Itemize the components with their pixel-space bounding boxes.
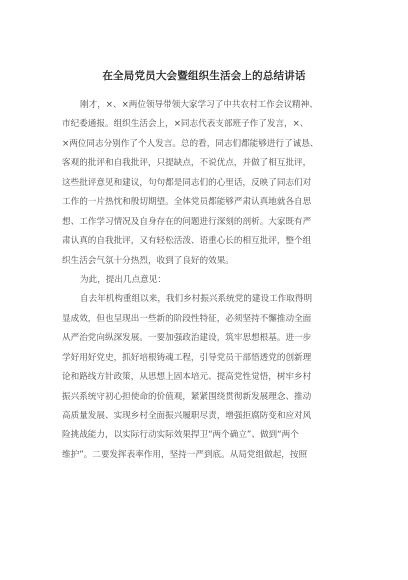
text-line: 市纪委通报。组织生活会上，×同志代表支部班子作了发言，×、 [62,119,309,130]
text-line: 险挑战能力，以实际行动实际效果捍卫“两个确立”、做到“两个 [62,430,299,441]
text-line: 织生活会气氛十分热烈，收到了良好的效果。 [62,255,234,266]
text-line: 为此，提出几点意见： [80,274,166,285]
text-line: 这些批评意见和建议，句句都是同志们的心里话，反映了同志们对 [62,177,312,188]
paragraph-opening [62,96,347,271]
text-line: 刚才，×、×两位领导带领大家学习了中共农村工作会议精神、 [80,100,318,110]
text-line: ×两位同志分别作了个人发言。总的看，同志们都能够进行了诚恳、 [62,138,319,149]
text-line: 想、工作学习情况及自身存在的问题进行深刻的剖析。大家既有严 [62,216,312,227]
paragraph-main [62,290,347,465]
document-title: 在全局党员大会暨组织生活会上的总结讲话 [102,70,306,82]
document-body [62,96,347,465]
text-line: 显成效，但也呈现出一些新的阶段性特征，必须坚持不懈推动全面 [62,313,312,324]
paragraph-intro [62,271,347,290]
text-line: 肃认真的自我批评，又有轻松活泼、语重心长的相互批评，整个组 [62,236,312,247]
text-line: 论和路线方针政策，从思想上固本培元、提高党性觉悟，树牢乡村 [62,372,312,383]
text-line: 维护”。二要发挥表率作用，坚持一严到底。从局党组做起，按照 [62,449,308,460]
text-line: 高质量发展、实现乡村全面振兴履职尽责，增强拒腐防变和应对风 [62,411,312,421]
text-line: 工作的一片热忱和殷切期望。全体党员都能够严肃认真地就各自思 [62,197,312,208]
text-line: 学好用好党史，抓好培根铸魂工程，引导党员干部悟透党的创新理 [62,352,312,363]
text-line: 振兴系统守初心担使命的价值观，紧紧围绕贯彻新发展理念、推动 [62,391,312,402]
text-line: 从严治党向纵深发展。一要加强政治建设，筑牢思想根基。进一步 [62,333,312,344]
text-line: 自去年机构重组以来，我们乡村振兴系统党的建设工作取得明 [80,294,313,305]
text-line: 客观的批评和自我批评，只提缺点，不说优点，并做了相互批评， [62,158,312,169]
